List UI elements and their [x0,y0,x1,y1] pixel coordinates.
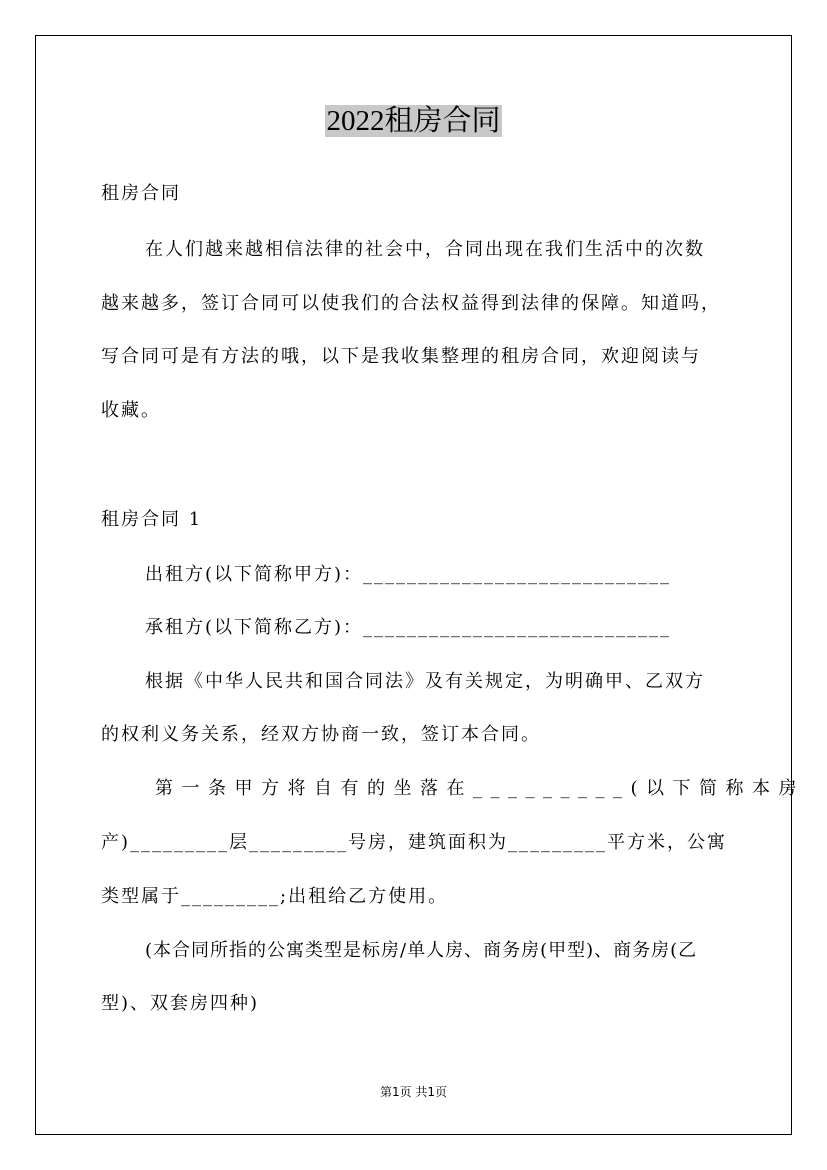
intro-line-3: 写合同可是有方法的哦，以下是我收集整理的租房合同，欢迎阅读与 [101,346,701,367]
basis-line-1: 根据《中华人民共和国合同法》及有关规定，为明确甲、乙双方 [145,671,705,692]
intro-line-1: 在人们越来越相信法律的社会中，合同出现在我们生活中的次数 [145,239,705,260]
lessee-line: 承租方(以下简称乙方)：____________________________ [145,617,672,638]
note-line-1: (本合同所指的公寓类型是标房/单人房、商务房(甲型)、商务房(乙 [145,940,698,961]
article1-line-3: 类型属于_________;出租给乙方使用。 [101,886,449,907]
article1-line-2: 产)_________层_________号房，建筑面积为_________平方米，公寓 [101,832,728,853]
note-line-2: 型)、双套房四种) [101,993,260,1014]
page-footer: 第1页 共1页 [379,1085,448,1099]
basis-line-2: 的权利义务关系，经双方协商一致，签订本合同。 [101,724,541,745]
document-title-text: 2022租房合同 [326,105,501,137]
intro-line-4: 收藏。 [101,400,161,421]
document-title [0,101,827,141]
intro-line-2: 越来越多，签订合同可以使我们的合法权益得到法律的保障。知道吗， [101,293,721,314]
lessor-line: 出租方(以下简称甲方)：____________________________ [145,564,672,585]
section-heading: 租房合同 1 [101,509,203,530]
subtitle: 租房合同 [101,183,181,204]
article1-line-1: 第一条甲方将自有的坐落在_________(以下简称本房 [155,778,806,799]
